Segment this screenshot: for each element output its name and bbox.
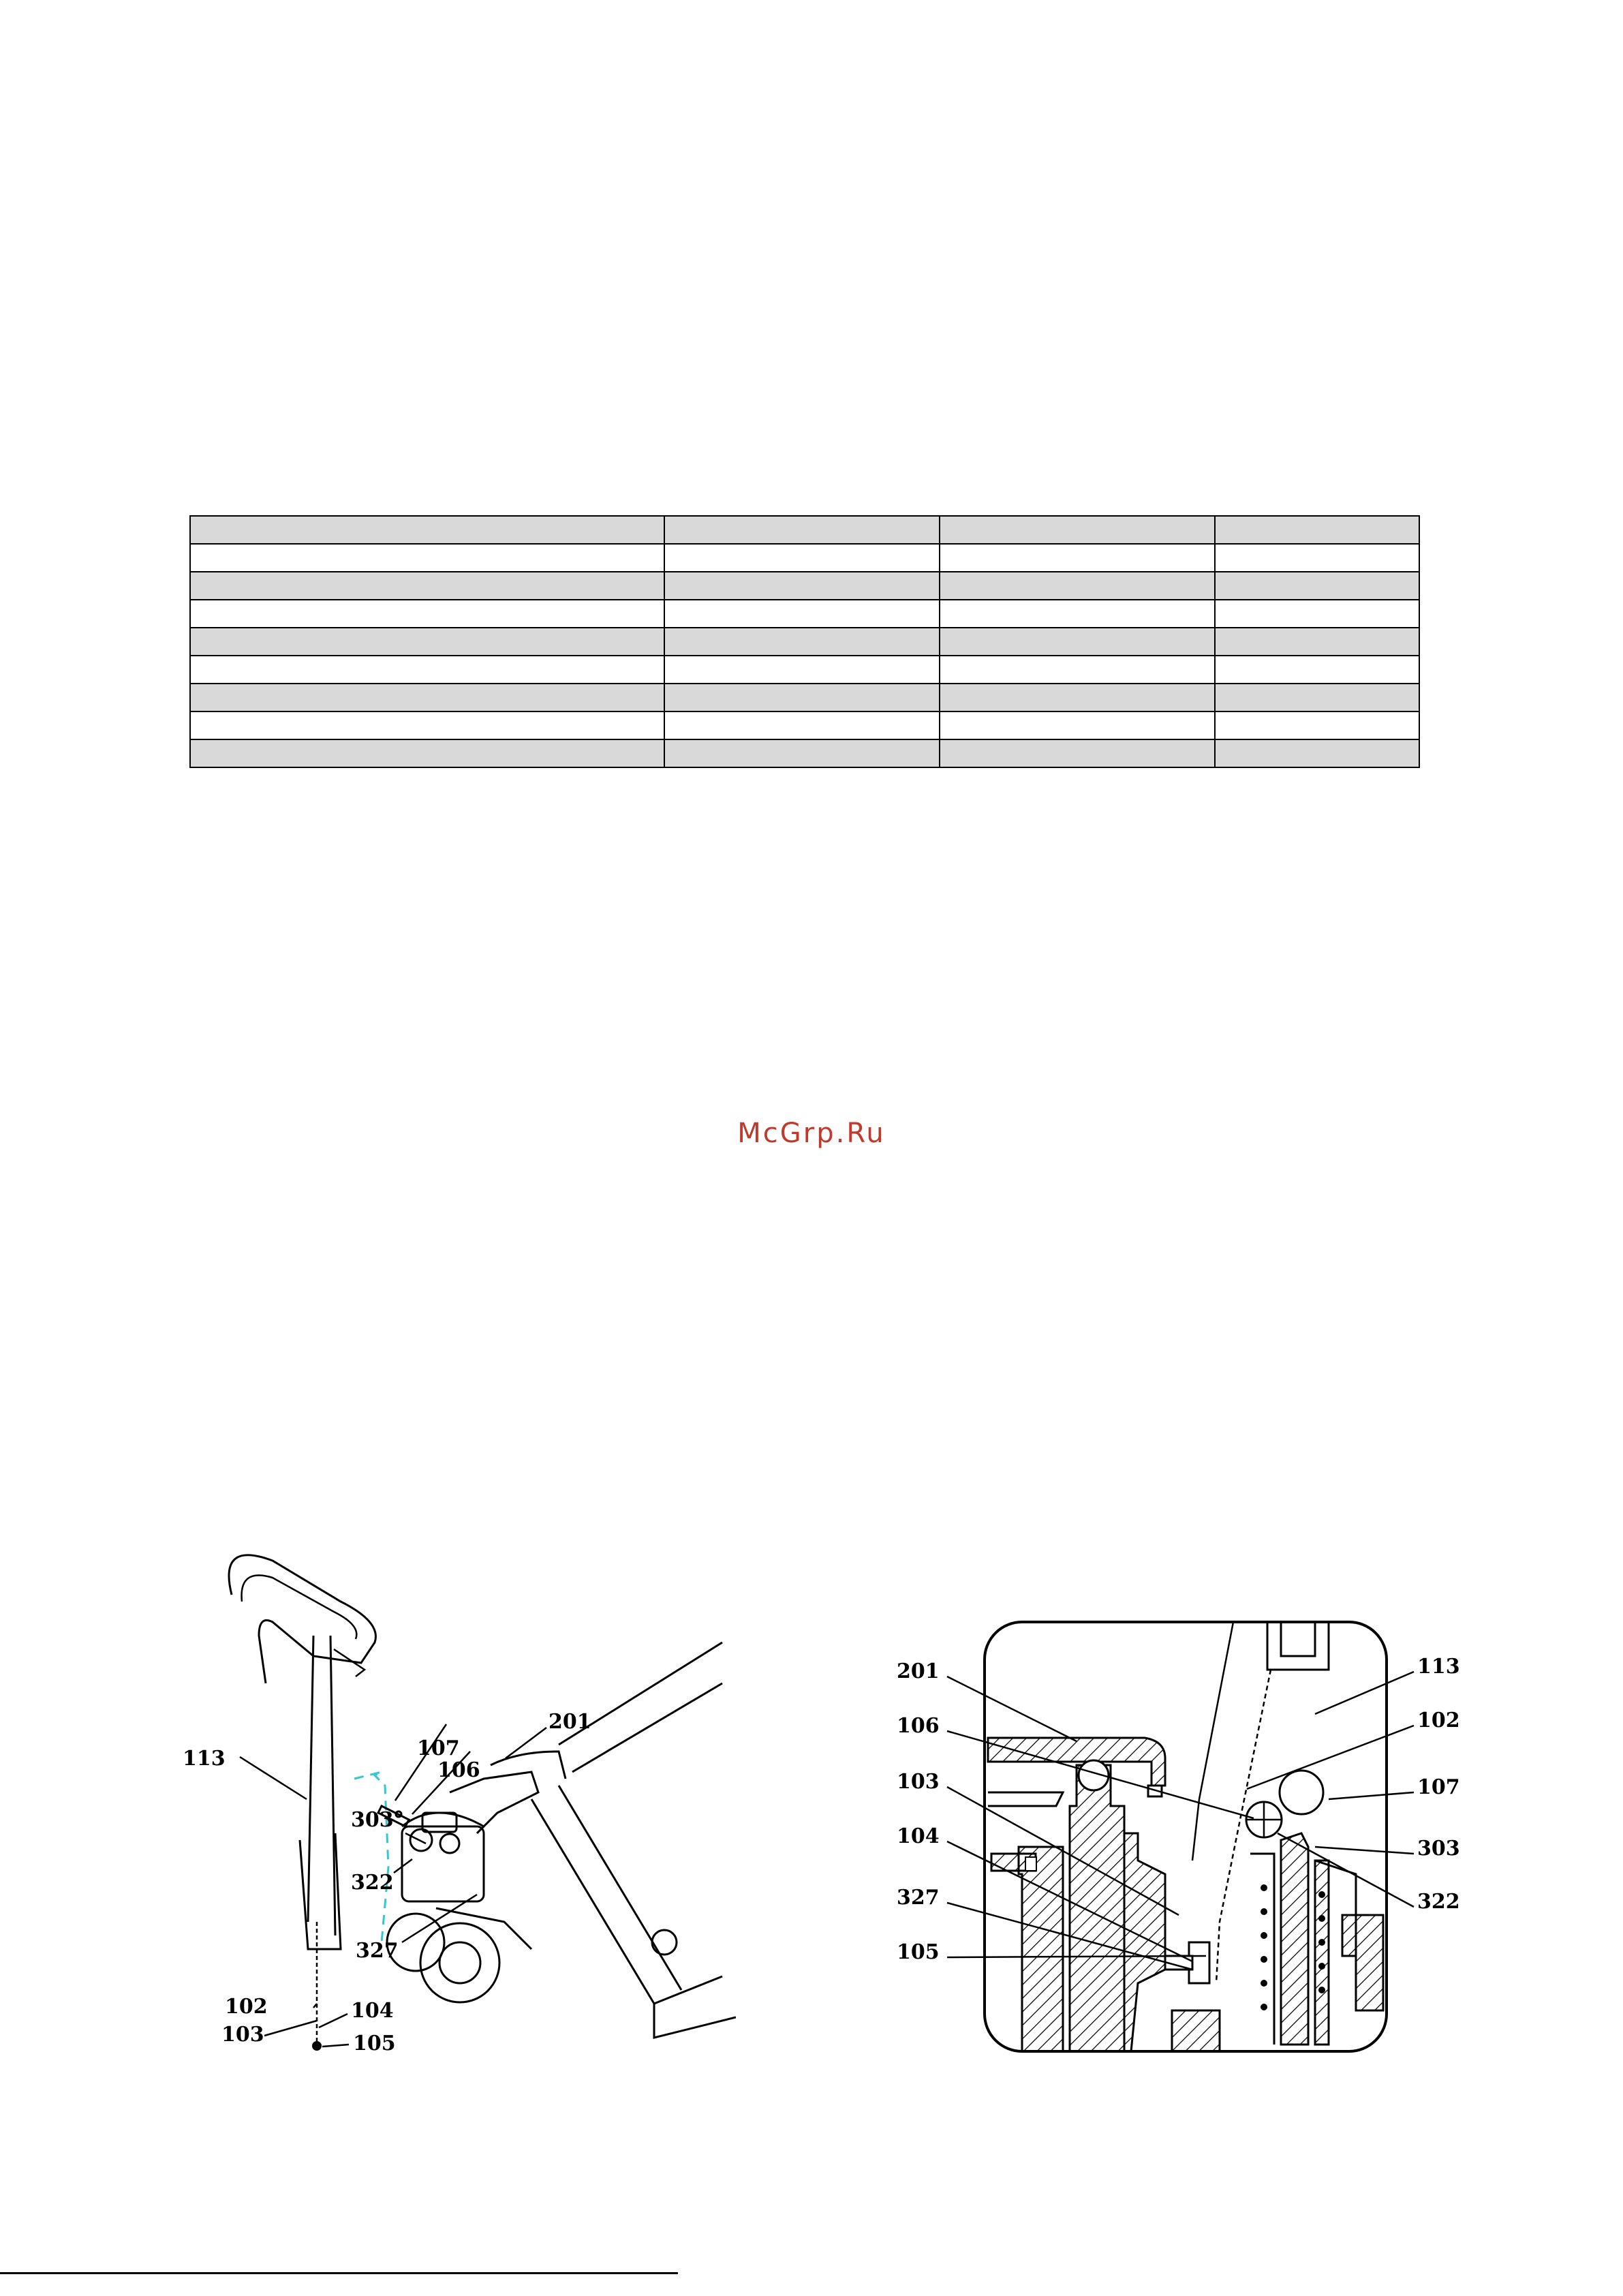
pallet-truck-drawing xyxy=(229,1555,736,2051)
table-cell xyxy=(940,684,1215,711)
callout-label: 102 xyxy=(1417,1709,1460,1732)
table-cell xyxy=(190,711,664,739)
table-cell xyxy=(664,628,940,656)
table-cell xyxy=(664,684,940,711)
footer-rule xyxy=(0,2272,678,2274)
callout-label: 107 xyxy=(417,1736,460,1760)
pallet-truck-exploded-figure xyxy=(177,1540,736,2072)
table-cell xyxy=(664,544,940,572)
table-cell xyxy=(940,711,1215,739)
callout-label: 104 xyxy=(351,1999,394,2023)
table-cell xyxy=(664,600,940,628)
table-row xyxy=(190,656,1419,684)
table-cell xyxy=(940,628,1215,656)
spec-table xyxy=(189,515,1420,768)
table-cell xyxy=(664,656,940,684)
table-cell xyxy=(940,600,1215,628)
table-cell xyxy=(1215,600,1419,628)
table-cell xyxy=(1215,628,1419,656)
table-cell xyxy=(1215,516,1419,544)
watermark: McGrp.Ru xyxy=(737,1118,886,1149)
callout-label: 113 xyxy=(183,1747,226,1771)
callout-label: 201 xyxy=(897,1659,940,1683)
table-row xyxy=(190,516,1419,544)
callout-label: 327 xyxy=(897,1886,940,1910)
table-row xyxy=(190,711,1419,739)
callout-label: 105 xyxy=(353,2032,396,2055)
table-cell xyxy=(940,739,1215,767)
callout-label: 103 xyxy=(221,2023,264,2047)
callout-label: 322 xyxy=(1417,1890,1460,1914)
callout-label: 106 xyxy=(437,1758,480,1782)
callout-label: 113 xyxy=(1417,1655,1460,1679)
table-cell xyxy=(1215,572,1419,600)
table-cell xyxy=(940,572,1215,600)
table-row xyxy=(190,684,1419,711)
table-cell xyxy=(1215,656,1419,684)
table-cell xyxy=(190,739,664,767)
callout-label: 303 xyxy=(1417,1837,1460,1861)
table-row xyxy=(190,628,1419,656)
table-row xyxy=(190,544,1419,572)
table-cell xyxy=(664,739,940,767)
table-cell xyxy=(190,572,664,600)
table-cell xyxy=(1215,544,1419,572)
callout-label: 327 xyxy=(356,1939,399,1963)
table-cell xyxy=(940,516,1215,544)
table-cell xyxy=(940,544,1215,572)
callout-label: 105 xyxy=(897,1940,940,1964)
callout-label: 107 xyxy=(1417,1775,1460,1799)
callout-label: 103 xyxy=(897,1770,940,1794)
table-row xyxy=(190,739,1419,767)
section-drawing xyxy=(985,1622,1387,2051)
table-cell xyxy=(190,656,664,684)
callout-label: 322 xyxy=(351,1871,394,1895)
pump-section-figure xyxy=(879,1602,1492,2065)
table-cell xyxy=(940,656,1215,684)
callout-label: 303 xyxy=(351,1808,394,1832)
table-row xyxy=(190,600,1419,628)
table-cell xyxy=(190,600,664,628)
callout-label: 104 xyxy=(897,1824,940,1848)
table-cell xyxy=(1215,684,1419,711)
table-cell xyxy=(1215,711,1419,739)
table-cell xyxy=(190,628,664,656)
table-cell xyxy=(190,544,664,572)
table-cell xyxy=(190,516,664,544)
table-cell xyxy=(664,516,940,544)
table-row xyxy=(190,572,1419,600)
table-cell xyxy=(664,572,940,600)
callout-label: 106 xyxy=(897,1714,940,1738)
table-cell xyxy=(190,684,664,711)
table-cell xyxy=(1215,739,1419,767)
spec-table-body xyxy=(190,516,1419,767)
callout-label: 201 xyxy=(548,1710,591,1734)
table-cell xyxy=(664,711,940,739)
callout-label: 102 xyxy=(225,1995,268,2019)
